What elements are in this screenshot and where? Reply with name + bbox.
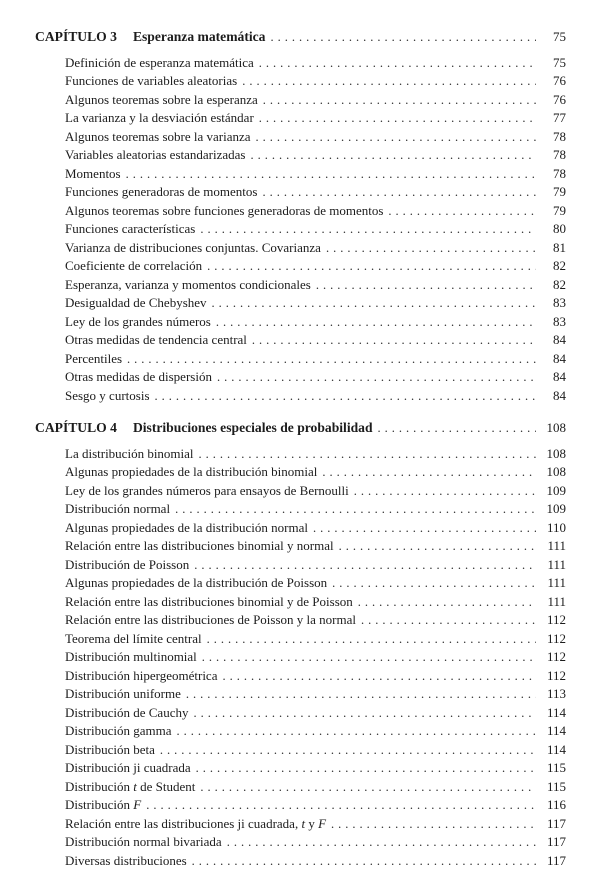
entry-label: Momentos [65,165,121,183]
dot-leader [361,612,536,630]
toc-entry [35,519,566,538]
entry-page: 117 [540,833,566,851]
entry-label: Otras medidas de tendencia central [65,331,247,349]
entry-label: Distribución normal bivariada [65,833,222,851]
entry-page: 84 [540,331,566,349]
entry-page: 111 [540,537,566,555]
entry-page: 84 [540,350,566,368]
entry-label: Relación entre las distribuciones binomial y normal [65,537,334,555]
entry-page: 111 [540,556,566,574]
entry-label [65,815,326,833]
dot-leader [222,668,536,686]
entry-page: 77 [540,109,566,127]
toc-entry [35,109,566,128]
toc-entry [35,313,566,332]
dot-leader [332,575,536,593]
entry-page: 115 [540,778,566,796]
dot-leader [207,258,536,276]
toc-entry [35,796,566,815]
toc-entry [35,482,566,501]
entry-label-part: Relación entre las distribuciones ji cuadrada, [65,816,301,831]
toc-entry [35,685,566,704]
entry-page: 83 [540,294,566,312]
entry-label: Distribución uniforme [65,685,181,703]
entry-page: 113 [540,685,566,703]
dot-leader [177,723,536,741]
dot-leader [262,184,536,202]
toc-entry [35,54,566,73]
dot-leader [212,295,536,313]
entry-label: Otras medidas de dispersión [65,368,212,386]
entry-label: Funciones características [65,220,195,238]
entry-label-part: de Student [137,779,196,794]
toc-entry [35,667,566,686]
dot-leader [354,483,536,501]
toc-entry [35,722,566,741]
dot-leader [196,760,536,778]
dot-leader [252,332,536,350]
entry-page: 109 [540,500,566,518]
chapter-page: 108 [540,419,566,437]
dot-leader [199,446,536,464]
entry-label: Distribución hipergeométrica [65,667,217,685]
dot-leader [326,240,536,258]
dot-leader [242,73,536,91]
toc-entry [35,294,566,313]
entry-page: 76 [540,72,566,90]
dot-leader [250,147,536,165]
toc-entry [35,72,566,91]
toc-entry [35,648,566,667]
entry-label: La distribución binomial [65,445,194,463]
chapter-title: Distribuciones especiales de probabilidad [133,419,373,437]
dot-leader [358,594,536,612]
entry-label-italic-part: F [133,797,141,812]
dot-leader [192,853,536,870]
toc-entry [35,537,566,556]
entry-label: Distribución de Poisson [65,556,189,574]
entry-page: 80 [540,220,566,238]
dot-leader [259,110,536,128]
dot-leader [313,520,536,538]
entry-page: 114 [540,722,566,740]
entry-page: 78 [540,146,566,164]
toc-entry [35,759,566,778]
entry-label [65,796,141,814]
entry-page: 108 [540,463,566,481]
entry-page: 84 [540,368,566,386]
entry-page: 81 [540,239,566,257]
toc-entry [35,387,566,406]
chapter-title: Esperanza matemática [133,28,266,46]
entry-label: Varianza de distribuciones conjuntas. Covarianza [65,239,321,257]
entry-label: Distribución de Cauchy [65,704,188,722]
dot-leader [194,557,536,575]
dot-leader [388,203,536,221]
entry-label: Algunos teoremas sobre la esperanza [65,91,258,109]
dot-leader [322,464,536,482]
entry-page: 76 [540,91,566,109]
entry-page: 78 [540,128,566,146]
toc-entry [35,463,566,482]
dot-leader [200,779,536,797]
toc-entry [35,611,566,630]
entry-label-italic-part: t [133,779,137,794]
toc-entry [35,146,566,165]
entry-label: Relación entre las distribuciones de Poisson y la normal [65,611,356,629]
dot-leader [256,129,536,147]
toc-entry [35,276,566,295]
chapter-number: CAPÍTULO 4 [35,419,117,437]
entry-page: 111 [540,593,566,611]
entry-page: 84 [540,387,566,405]
toc-entry [35,741,566,760]
entry-page: 112 [540,611,566,629]
entry-label: Esperanza, varianza y momentos condicionales [65,276,311,294]
entry-page: 82 [540,257,566,275]
entry-label: Distribución gamma [65,722,172,740]
entry-label: Funciones de variables aleatorias [65,72,237,90]
entry-label: Distribución ji cuadrada [65,759,191,777]
entry-page: 114 [540,704,566,722]
dot-leader [270,29,536,47]
entry-page: 79 [540,183,566,201]
chapter-page: 75 [540,28,566,46]
entry-page: 110 [540,519,566,537]
entry-label-italic-part: t [301,816,305,831]
dot-leader [175,501,536,519]
dot-leader [339,538,536,556]
entry-page: 83 [540,313,566,331]
toc-entry [35,852,566,870]
dot-leader [193,705,536,723]
chapter-heading [35,28,566,47]
entry-page: 115 [540,759,566,777]
toc-entry [35,445,566,464]
entry-label: Distribución normal [65,500,170,518]
entry-label: Desigualdad de Chebyshev [65,294,207,312]
entry-label: Definición de esperanza matemática [65,54,254,72]
dot-leader [207,631,536,649]
dot-leader [127,351,536,369]
toc-entry [35,630,566,649]
entry-label: Algunos teoremas sobre funciones generadoras de momentos [65,202,383,220]
entry-label: Ley de los grandes números [65,313,211,331]
entry-page: 114 [540,741,566,759]
toc-entry [35,704,566,723]
entry-page: 112 [540,630,566,648]
entry-label: Funciones generadoras de momentos [65,183,257,201]
toc-entry [35,128,566,147]
toc-entry [35,239,566,258]
toc-entry [35,368,566,387]
toc-entry [35,500,566,519]
toc-entry [35,220,566,239]
dot-leader [200,221,536,239]
dot-leader [216,314,536,332]
entry-label: Teorema del límite central [65,630,202,648]
entry-label: La varianza y la desviación estándar [65,109,254,127]
entry-page: 82 [540,276,566,294]
dot-leader [186,686,536,704]
entry-label-italic-part: F [318,816,326,831]
entry-label: Diversas distribuciones [65,852,187,870]
entry-label: Coeficiente de correlación [65,257,202,275]
entry-label [65,778,195,796]
entry-page: 112 [540,667,566,685]
entry-label: Algunos teoremas sobre la varianza [65,128,251,146]
entry-label: Algunas propiedades de la distribución de Poisson [65,574,327,592]
toc-entry [35,165,566,184]
dot-leader [126,166,536,184]
toc-entry [35,350,566,369]
entry-page: 117 [540,815,566,833]
dot-leader [202,649,536,667]
entry-label: Distribución beta [65,741,155,759]
toc-entry [35,778,566,797]
dot-leader [259,55,536,73]
entry-label: Distribución multinomial [65,648,197,666]
entry-page: 111 [540,574,566,592]
entry-label-part: y [305,816,318,831]
dot-leader [263,92,536,110]
entry-page: 75 [540,54,566,72]
toc-entry [35,574,566,593]
dot-leader [217,369,536,387]
toc-entry [35,202,566,221]
dot-leader [378,420,536,438]
entry-page: 109 [540,482,566,500]
entry-page: 78 [540,165,566,183]
entry-page: 116 [540,796,566,814]
entry-page: 112 [540,648,566,666]
toc-entry [35,593,566,612]
toc-entry [35,91,566,110]
entry-label: Percentiles [65,350,122,368]
entry-label: Relación entre las distribuciones binomial y de Poisson [65,593,353,611]
dot-leader [160,742,536,760]
entry-page: 117 [540,852,566,870]
entry-label: Ley de los grandes números para ensayos de Bernoulli [65,482,349,500]
chapter-number: CAPÍTULO 3 [35,28,117,46]
entry-label-part: Distribución [65,797,133,812]
toc-entry [35,183,566,202]
entry-page: 79 [540,202,566,220]
entry-label: Algunas propiedades de la distribución binomial [65,463,317,481]
dot-leader [146,797,536,815]
chapter-heading [35,419,566,438]
dot-leader [331,816,536,834]
toc-entry [35,257,566,276]
entry-label: Algunas propiedades de la distribución normal [65,519,308,537]
toc-entry [35,331,566,350]
entry-label: Sesgo y curtosis [65,387,150,405]
entry-page: 108 [540,445,566,463]
toc-entry [35,815,566,834]
dot-leader [155,388,537,406]
entry-label: Variables aleatorias estandarizadas [65,146,245,164]
entry-label-part: Distribución [65,779,133,794]
toc-entry [35,556,566,575]
dot-leader [316,277,536,295]
